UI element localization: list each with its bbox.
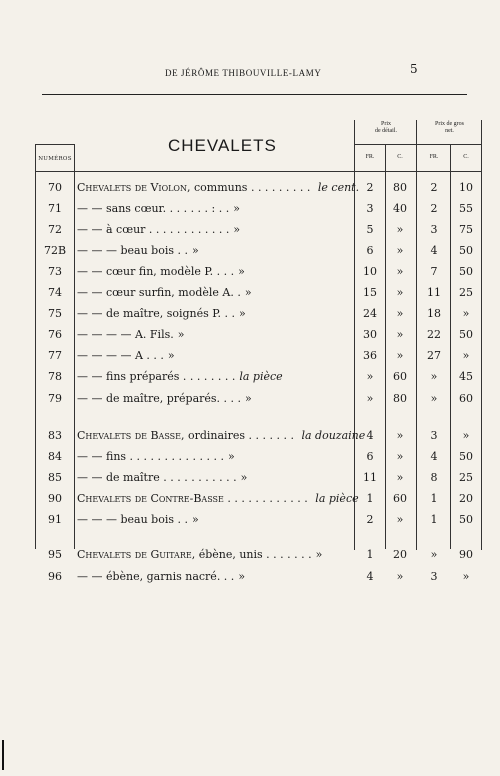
gros-centimes: 50: [459, 244, 473, 257]
gros-francs: 22: [427, 328, 441, 341]
gros-centimes: 55: [459, 202, 473, 215]
item-number: 72B: [43, 244, 67, 257]
numeros-header: NUMÉROS: [38, 156, 72, 162]
gros-price-header: [418, 121, 481, 135]
item-text: — — de maître, soignés P. . .: [77, 307, 235, 320]
gros-centimes: 90: [459, 548, 473, 561]
gros-centimes: 25: [459, 286, 473, 299]
gros-francs: 4: [430, 450, 438, 463]
detail-francs: 15: [363, 286, 377, 299]
detail-francs: 1: [366, 492, 374, 505]
table-top-prices: [354, 144, 481, 145]
detail-francs: 10: [363, 265, 377, 278]
detail-centimes: »: [396, 286, 404, 299]
detail-francs: 2: [366, 181, 374, 194]
detail-label-2: de détail.: [375, 128, 397, 134]
running-title: DE JÉRÔME THIBOUVILLE-LAMY: [165, 68, 322, 78]
table-top-numeros: [35, 144, 75, 145]
gros-francs: 3: [430, 570, 438, 583]
gros-centimes: »: [462, 349, 470, 362]
gros-francs: 1: [430, 492, 438, 505]
item-number: 76: [48, 328, 62, 341]
detail-francs: 6: [366, 244, 374, 257]
detail-centimes: »: [396, 223, 404, 236]
gros-centimes: 45: [459, 370, 473, 383]
detail-centimes: 80: [393, 392, 407, 405]
item-unit: le cent.: [317, 181, 360, 194]
item-text: , ébène, unis . . . . . . .: [191, 548, 312, 561]
detail-francs: 36: [363, 349, 377, 362]
table-row: [0, 366, 500, 388]
item-unit: »: [227, 450, 235, 463]
gros-francs: 18: [427, 307, 441, 320]
item-unit: »: [315, 548, 323, 561]
item-number: 74: [48, 286, 62, 299]
item-text: — — — beau bois . .: [77, 244, 188, 257]
detail-centimes: »: [396, 471, 404, 484]
item-description: [77, 392, 352, 405]
table-row: [0, 324, 500, 346]
item-number: 85: [48, 471, 62, 484]
detail-centimes: 40: [393, 202, 407, 215]
gros-francs: »: [430, 548, 438, 561]
item-unit: »: [238, 265, 245, 278]
item-description: [77, 202, 352, 215]
item-text: . . . . . . . . . . . .: [223, 492, 312, 505]
detail-francs: 2: [366, 513, 374, 526]
item-unit: »: [233, 223, 241, 236]
gros-centimes: 50: [459, 450, 473, 463]
item-unit: »: [238, 570, 246, 583]
gros-centimes: 50: [459, 513, 473, 526]
detail-centimes: 20: [393, 548, 407, 561]
table-row: [0, 446, 500, 468]
section-title: CHEVALETS: [168, 136, 277, 155]
running-header: [0, 62, 500, 82]
item-text: — — — — A. Fils.: [77, 328, 174, 341]
item-description: [77, 181, 360, 194]
detail-francs: 4: [366, 570, 374, 583]
item-description: [77, 513, 352, 526]
gros-francs: 11: [427, 286, 441, 299]
item-unit: »: [192, 513, 199, 526]
header-rule: [42, 94, 467, 95]
item-unit: »: [244, 286, 252, 299]
gros-francs: 4: [430, 244, 438, 257]
gros-francs: »: [430, 370, 438, 383]
detail-label-1: Prix: [380, 121, 391, 127]
detail-centimes: 80: [393, 181, 407, 194]
detail-centimes: 60: [393, 492, 407, 505]
detail-francs: »: [366, 392, 374, 405]
item-number: 84: [48, 450, 62, 463]
item-unit: »: [238, 307, 246, 320]
item-text: — — cœur fin, modèle P. . . .: [77, 265, 235, 278]
item-unit: la pièce: [315, 492, 359, 505]
item-number: 83: [48, 429, 62, 442]
gros-francs: 2: [430, 181, 438, 194]
detail-fr-header: FR.: [365, 154, 375, 160]
item-category: Chevalets de Violon: [77, 181, 187, 194]
table-row: [0, 198, 500, 220]
item-text: — — — beau bois . .: [77, 513, 188, 526]
item-unit: »: [167, 349, 175, 362]
detail-centimes: »: [396, 328, 404, 341]
item-text: — — à cœur . . . . . . . . . . . .: [77, 223, 230, 236]
detail-centimes: »: [396, 429, 404, 442]
item-description: [77, 429, 366, 442]
detail-francs: 6: [366, 450, 374, 463]
gros-centimes: »: [462, 570, 470, 583]
gros-centimes: 50: [459, 265, 473, 278]
item-category: Chevalets de Basse: [77, 429, 181, 442]
gros-label-1: Prix de gros: [435, 121, 464, 127]
item-description: [77, 349, 352, 362]
detail-centimes: »: [396, 265, 404, 278]
item-text: — — sans cœur. . . . . . . : . .: [77, 202, 230, 215]
gros-centimes: 50: [459, 328, 473, 341]
gros-centimes: 20: [459, 492, 473, 505]
gros-label-2: net.: [445, 128, 454, 134]
table-row: [0, 261, 500, 283]
gros-centimes: »: [462, 429, 470, 442]
item-description: [77, 286, 352, 299]
gros-francs: 7: [430, 265, 438, 278]
gros-c-header: C.: [463, 154, 469, 160]
item-description: [77, 450, 352, 463]
item-text: — — ébène, garnis nacré. . .: [77, 570, 235, 583]
item-text: — — fins préparés . . . . . . . .: [77, 370, 236, 383]
table-row: [0, 345, 500, 367]
item-description: [77, 307, 352, 320]
item-description: [77, 223, 352, 236]
item-text: — — — — A . . .: [77, 349, 164, 362]
item-description: [77, 328, 352, 341]
gros-centimes: 25: [459, 471, 473, 484]
gros-centimes: 60: [459, 392, 473, 405]
detail-francs: 30: [363, 328, 377, 341]
detail-francs: 3: [366, 202, 374, 215]
gros-francs: 1: [430, 513, 438, 526]
detail-francs: 11: [363, 471, 377, 484]
page-number: 5: [410, 62, 418, 76]
table-row: [0, 177, 500, 199]
detail-francs: »: [366, 370, 374, 383]
gros-centimes: 10: [459, 181, 473, 194]
item-unit: »: [233, 202, 240, 215]
table-row: [0, 219, 500, 241]
item-number: 71: [48, 202, 62, 215]
item-description: [77, 265, 352, 278]
item-text: — — de maître . . . . . . . . . . .: [77, 471, 237, 484]
item-category: Chevalets de Contre-Basse: [77, 492, 224, 505]
detail-francs: 24: [363, 307, 377, 320]
table-row: [0, 544, 500, 566]
detail-francs: 4: [366, 429, 374, 442]
detail-price-header: [356, 121, 416, 135]
gros-francs: 3: [430, 429, 438, 442]
item-description: [77, 492, 359, 505]
detail-centimes: »: [396, 307, 404, 320]
item-text: , communs . . . . . . . . .: [187, 181, 314, 194]
table-row: [0, 488, 500, 510]
item-description: [77, 244, 352, 257]
item-description: [77, 370, 352, 383]
item-unit: la douzaine: [301, 429, 366, 442]
gros-francs: 2: [430, 202, 438, 215]
table-row: [0, 467, 500, 489]
item-number: 72: [48, 223, 62, 236]
item-number: 96: [48, 570, 62, 583]
detail-centimes: »: [396, 450, 404, 463]
item-text: , ordinaires . . . . . . .: [180, 429, 298, 442]
item-unit: »: [192, 244, 199, 257]
gros-centimes: 75: [459, 223, 473, 236]
item-description: [77, 471, 352, 484]
item-number: 95: [48, 548, 62, 561]
table-header-bottom: [35, 171, 482, 172]
detail-centimes: »: [396, 349, 404, 362]
detail-francs: 5: [366, 223, 374, 236]
item-text: — — fins . . . . . . . . . . . . . .: [77, 450, 224, 463]
table-row: [0, 566, 500, 588]
detail-centimes: 60: [393, 370, 407, 383]
item-number: 90: [48, 492, 62, 505]
gros-fr-header: FR.: [429, 154, 439, 160]
item-category: Chevalets de Guitare: [77, 548, 192, 561]
item-number: 73: [48, 265, 62, 278]
item-number: 78: [48, 370, 62, 383]
gros-francs: 27: [427, 349, 441, 362]
detail-c-header: C.: [397, 154, 403, 160]
item-number: 75: [48, 307, 62, 320]
gros-francs: »: [430, 392, 438, 405]
detail-centimes: »: [396, 244, 404, 257]
item-number: 70: [48, 181, 62, 194]
table-row: [0, 388, 500, 410]
gros-francs: 8: [430, 471, 438, 484]
item-number: 91: [48, 513, 62, 526]
gros-centimes: »: [462, 307, 470, 320]
item-unit: »: [245, 392, 252, 405]
item-unit: »: [240, 471, 248, 484]
item-description: [77, 570, 352, 583]
item-unit: »: [177, 328, 185, 341]
item-text: — — de maître, préparés. . . .: [77, 392, 242, 405]
table-row: [0, 240, 500, 262]
table-row: [0, 509, 500, 531]
item-number: 77: [48, 349, 62, 362]
item-number: 79: [48, 392, 62, 405]
table-row: [0, 282, 500, 304]
detail-centimes: »: [396, 513, 404, 526]
item-description: [77, 548, 352, 561]
gros-francs: 3: [430, 223, 438, 236]
detail-centimes: »: [396, 570, 404, 583]
table-row: [0, 303, 500, 325]
item-unit: la pièce: [239, 370, 283, 383]
item-text: — — cœur surfin, modèle A. .: [77, 286, 241, 299]
page-edge-mark: [2, 740, 4, 770]
detail-francs: 1: [366, 548, 374, 561]
table-row: [0, 425, 500, 447]
